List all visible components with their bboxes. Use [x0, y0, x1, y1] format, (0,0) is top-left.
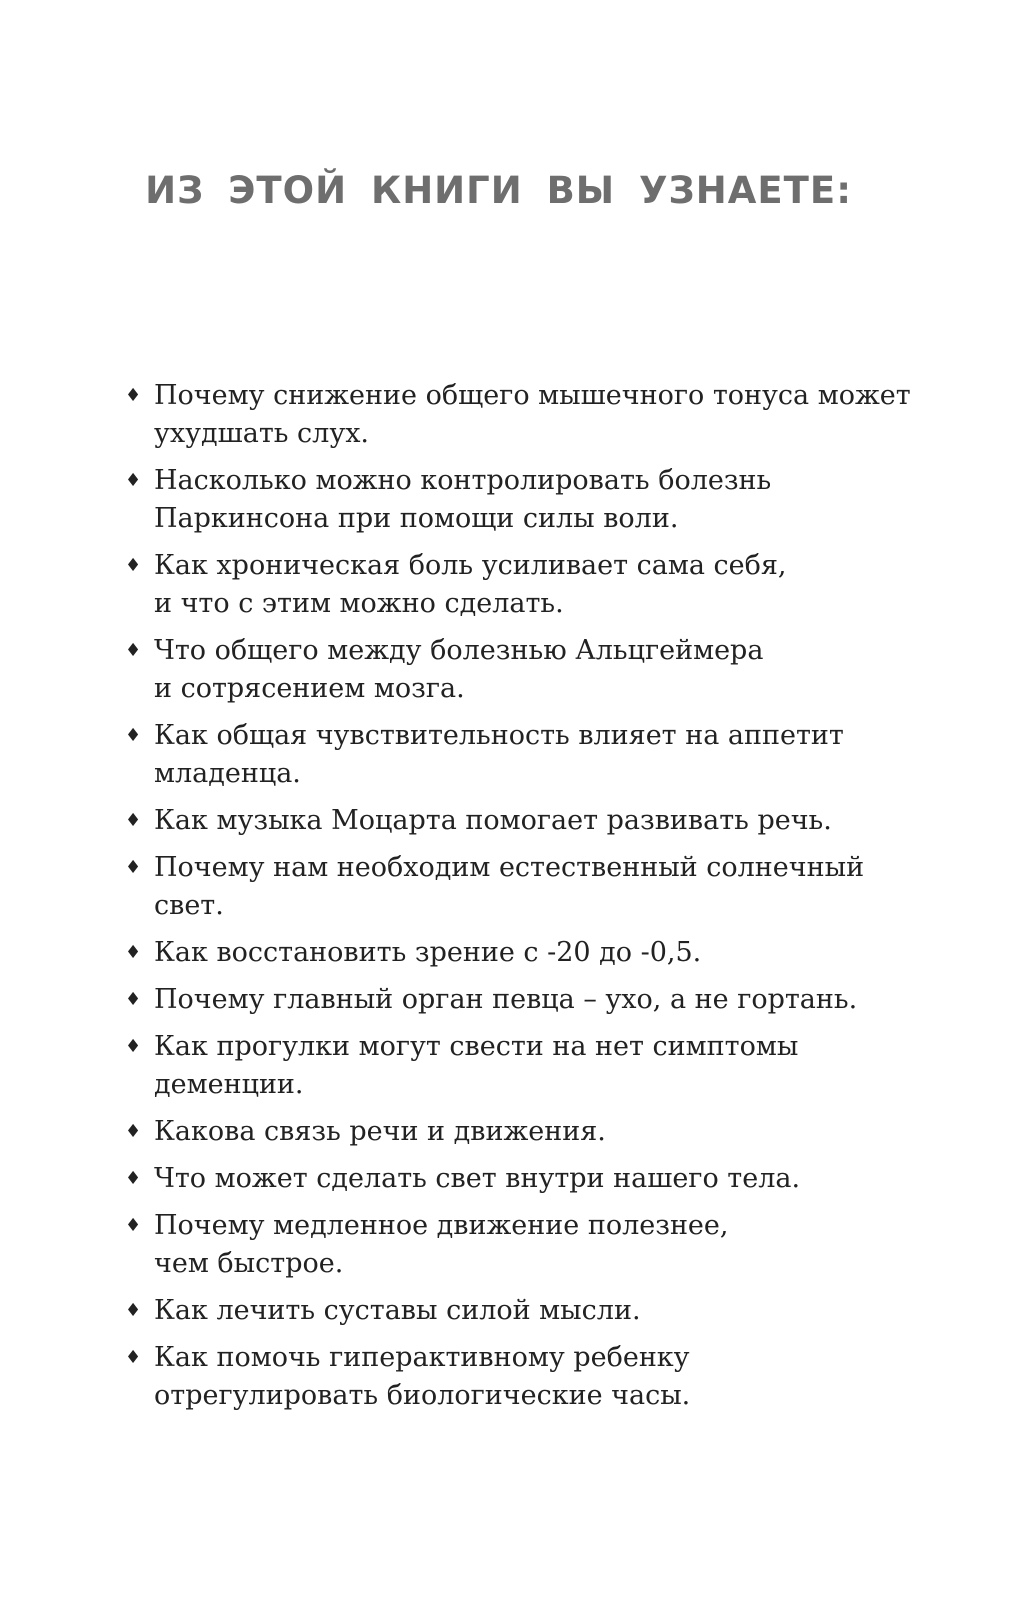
diamond-bullet-icon: ♦ — [125, 385, 142, 406]
list-item — [125, 1207, 865, 1283]
list-item — [125, 1028, 865, 1104]
diamond-bullet-icon: ♦ — [125, 942, 142, 963]
list-item — [125, 547, 865, 623]
list-item-text-line: Насколько можно контролировать болезнь — [154, 465, 772, 496]
list-item-text-line: Почему снижение общего мышечного тонуса может — [154, 380, 911, 411]
feature-list — [125, 377, 911, 1424]
list-item-text-line: Как хроническая боль усиливает сама себя, — [154, 550, 787, 581]
list-item — [125, 802, 865, 840]
list-item — [125, 1339, 865, 1415]
diamond-bullet-icon: ♦ — [125, 1347, 142, 1368]
list-item-text-line: отрегулировать биологические часы. — [154, 1380, 691, 1411]
list-item-text-line: Какова связь речи и движения. — [154, 1116, 606, 1147]
list-item — [125, 1292, 865, 1330]
list-item — [125, 849, 865, 925]
list-item — [125, 1113, 865, 1151]
diamond-bullet-icon: ♦ — [125, 555, 142, 576]
diamond-bullet-icon: ♦ — [125, 1168, 142, 1189]
diamond-bullet-icon: ♦ — [125, 470, 142, 491]
diamond-bullet-icon: ♦ — [125, 857, 142, 878]
list-item — [125, 462, 865, 538]
list-item-text-line: чем быстрое. — [154, 1248, 344, 1279]
list-item — [125, 981, 865, 1019]
list-item-text-line: Как общая чувствительность влияет на аппетит — [154, 720, 844, 751]
diamond-bullet-icon: ♦ — [125, 1121, 142, 1142]
diamond-bullet-icon: ♦ — [125, 1300, 142, 1321]
list-item-text-line: и что с этим можно сделать. — [154, 588, 564, 619]
diamond-bullet-icon: ♦ — [125, 725, 142, 746]
diamond-bullet-icon: ♦ — [125, 810, 142, 831]
page-heading: ИЗ ЭТОЙ КНИГИ ВЫ УЗНАЕТЕ: — [145, 169, 852, 212]
list-item — [125, 717, 865, 793]
list-item-text-line: Почему нам необходим естественный солнечный — [154, 852, 865, 883]
list-item-text-line: Что общего между болезнью Альцгеймера — [154, 635, 764, 666]
list-item-text-line: Как музыка Моцарта помогает развивать речь. — [154, 805, 832, 836]
diamond-bullet-icon: ♦ — [125, 1215, 142, 1236]
list-item-text-line: Как прогулки могут свести на нет симптомы — [154, 1031, 799, 1062]
list-item-text-line: Паркинсона при помощи силы воли. — [154, 503, 679, 534]
list-item-text-line: Как лечить суставы силой мысли. — [154, 1295, 641, 1326]
diamond-bullet-icon: ♦ — [125, 1036, 142, 1057]
list-item — [125, 377, 911, 453]
diamond-bullet-icon: ♦ — [125, 989, 142, 1010]
list-item-text-line: свет. — [154, 890, 224, 921]
list-item-text-line: Почему медленное движение полезнее, — [154, 1210, 729, 1241]
list-item-text-line: деменции. — [154, 1069, 304, 1100]
list-item — [125, 632, 865, 708]
list-item-text-line: Как восстановить зрение с -20 до -0,5. — [154, 937, 702, 968]
list-item-text-line: младенца. — [154, 758, 301, 789]
list-item-text-line: Что может сделать свет внутри нашего тела. — [154, 1163, 801, 1194]
list-item — [125, 1160, 865, 1198]
diamond-bullet-icon: ♦ — [125, 640, 142, 661]
list-item-text-line: Почему главный орган певца – ухо, а не гортань. — [154, 984, 858, 1015]
list-item-text-line: Как помочь гиперактивному ребенку — [154, 1342, 690, 1373]
list-item — [125, 934, 865, 972]
list-item-text-line: ухудшать слух. — [154, 418, 370, 449]
list-item-text-line: и сотрясением мозга. — [154, 673, 465, 704]
